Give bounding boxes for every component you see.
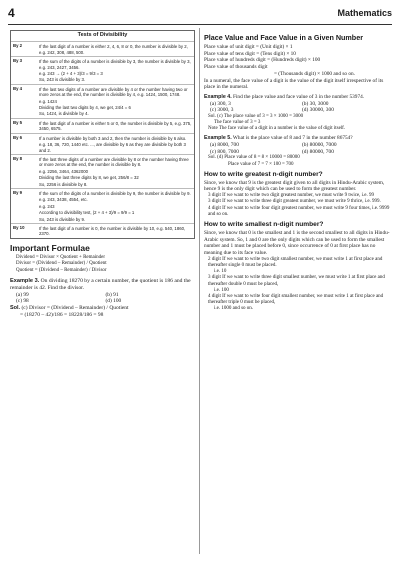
greatest-item: 3 digit If we want to write two digit greatest number, we must write 9 twice, i.e. 99 — [208, 193, 375, 199]
divisibility-line: e.g. 2256, 3464, 4362000 — [39, 168, 88, 174]
divisibility-line: If the last two digits of a number are divisible by 4 or the number having two or more zeros at the end, the number is divisible by 4, e.g. 1424, 1500, 1748. — [39, 86, 188, 98]
option: (b) 80000, 7000 — [302, 142, 337, 149]
divisibility-rows — [11, 41, 194, 237]
right-column — [204, 30, 394, 313]
divisibility-line: If the last digit of a number is either 2, 4, 6, 8 or 0, the number is divisible by 2, e.g. 242, 308, 488, 500. — [39, 44, 188, 55]
example-label: Example 3. — [10, 277, 40, 284]
subject-title: Mathematics — [337, 8, 392, 18]
divisibility-rule — [39, 156, 192, 187]
example-4-solution-line: The face value of 3 = 3 — [214, 120, 261, 126]
divisibility-line: So, 1424, is divisible by 4. — [39, 111, 89, 117]
example-5-options — [204, 142, 394, 155]
note-text: Note The face value of a digit in a number is the value of digit itself. — [208, 126, 346, 132]
smallest-intro: Since, we know that 0 is the smallest and 1 is the second smallest to all digits in Hindu-Arabic system. So, 1 and 0 are the only digits which can be used to form the smallest number and 1 must be placed before 0, since occurrence of 0 at first place has no meaning due to its face value. — [204, 229, 390, 257]
option: (d) 30000, 300 — [302, 107, 334, 114]
page-header — [8, 6, 392, 25]
place-value-title: Place Value and Face Value in a Given Number — [204, 33, 363, 42]
example-5-solution-line: Place value of 7 = 7 × 100 = 700 — [228, 161, 294, 167]
divisibility-key: By 5 — [13, 119, 23, 125]
divisibility-key: By 10 — [13, 224, 25, 230]
option: (d) 80000, 700 — [302, 148, 334, 155]
divisibility-table — [10, 30, 195, 239]
divisibility-row — [11, 41, 194, 56]
divisibility-line: e.g. 243, 3438, 4554, etc. — [39, 197, 88, 203]
divisibility-line: If the last digit of a number is either 5 or 0, the number is divisible by 5, e.g. 375, 3450, 6575. — [39, 120, 192, 132]
divisibility-line: Dividing the last three digits by 8, we get, 256/8 = 32 — [39, 175, 139, 181]
divisibility-line: e.g. 18, 36, 720, 1440 etc. ..., are divisible by 6 as they are divisible by both 3 and 2. — [39, 142, 186, 153]
place-value-line: Place value of tens digit = (Tens digit) × 10 — [204, 50, 296, 57]
example-4 — [204, 94, 394, 101]
divisibility-rule — [39, 120, 192, 132]
place-value-line: Place value of hundreds digit = (Hundreds digit) × 100 — [204, 57, 321, 64]
example-4-options — [204, 101, 394, 114]
divisibility-row — [11, 188, 194, 223]
example-3-options — [10, 292, 195, 305]
example-3 — [10, 278, 195, 292]
place-value-line: Place value of thousands digit — [204, 64, 268, 71]
greatest-intro: Since, we know that 9 is the greatest digit given to all digits in Hindu-Arabic system, hence 9 is the only digit which can be used to form the greatest number. — [204, 179, 385, 193]
divisibility-row — [11, 84, 194, 118]
divisibility-rule — [39, 86, 192, 117]
option: (a) 300, 3 — [210, 100, 231, 107]
solution-line: (c) Divisor = (Dividend – Remainder) / Quotient — [21, 304, 129, 311]
divisibility-key: By 9 — [13, 189, 23, 195]
divisibility-rule — [39, 135, 192, 153]
divisibility-line: If the last digit of a number is 0, the number is divisible by 10, e.g. 540, 1860, 2370. — [39, 225, 186, 237]
divisibility-line: e.g. 1424 — [39, 98, 57, 104]
divisibility-line: If the last three digits of a number are divisible by 8 or the number having three or more zeros at the end, the number is divisible by 8. — [39, 156, 189, 168]
divisibility-line: So, 243 is divisible by 3. — [39, 77, 86, 83]
divisibility-line: If the sum of the digits of a number is divisible by 3, the number is divisible by 3, e.g. 243, 2427, 3456. — [39, 59, 191, 70]
option: (b) 91 — [105, 291, 119, 298]
column-divider — [199, 28, 200, 554]
divisibility-row — [11, 223, 194, 238]
example-4-solution: Sol. (c) The place value of 3 = 3 × 1000 = 3000 — [208, 113, 304, 119]
divisibility-title: Tests of Divisibility — [77, 32, 128, 38]
divisibility-key: By 3 — [13, 58, 23, 64]
divisibility-key: By 4 — [13, 85, 23, 91]
divisibility-line: Dividing the last two digits by 4, we get, 24/4 = 6 — [39, 105, 131, 111]
example-text: On dividing 18270 by a certain number, the quotient is 186 and the remainder is 42. Find the divisor. — [10, 277, 191, 291]
formulae-title: Important Formulae — [10, 242, 90, 253]
divisibility-row — [11, 154, 194, 188]
divisibility-line: So, 2256 is divisible by 8. — [39, 181, 88, 187]
smallest-item: 3 digit If we want to write three digit smallest number, we must write 1 at first place and thereafter double 0 must be placed, — [208, 275, 385, 287]
divisibility-row — [11, 118, 194, 133]
face-value-text: In a numeral, the face value of a digit is the value of the digit itself irrespective of its place in the numeral. — [204, 77, 384, 91]
divisibility-key: By 2 — [13, 43, 23, 49]
divisibility-rule — [39, 58, 192, 83]
smallest-item: i.e. 100 — [214, 287, 229, 293]
example-label: Example 4. — [204, 93, 232, 100]
divisibility-key: By 8 — [13, 155, 23, 161]
divisibility-line: If a number is divisible by both 3 and 2, then the number is divisible by 6 also. — [39, 135, 187, 141]
example-text: Find the place value and face value of 3 in the number 53974. — [233, 93, 365, 100]
divisibility-line: So, 243 is divisible by 9. — [39, 216, 86, 222]
smallest-item: i.e. 1000 and so on. — [214, 306, 254, 312]
formula-item: Divisor = (Dividend – Remainder) / Quotient — [16, 261, 107, 267]
divisibility-row — [11, 56, 194, 84]
left-column — [10, 30, 195, 319]
divisibility-line: According to divisibility test, (2 + 4 + 3)/9 = 9/9 = 1 — [39, 210, 135, 216]
example-label: Example 5. — [204, 135, 232, 142]
divisibility-line: e.g. 243 — [39, 203, 55, 209]
divisibility-line: e.g. 243 → (2 + 4 + 3)/3 = 9/3 = 3 — [39, 71, 103, 77]
option: (c) 98 — [16, 298, 29, 305]
example-5-solution: Sol. (d) Place value of 8 = 8 × 10000 = 80000 — [208, 155, 300, 161]
solution-label: Sol. — [10, 304, 21, 311]
divisibility-key: By 6 — [13, 134, 23, 140]
greatest-item: 4 digit If we want to write four digit greatest number, we must write 9 four times, i.e. 9999 and so on. — [208, 205, 390, 217]
divisibility-row — [11, 133, 194, 154]
solution-line: = (18270 – 42)/186 = 18228/186 = 98 — [20, 311, 104, 318]
smallest-item: 4 digit If we want to write four digit smallest number, we must write 1 at first place and thereafter triple 0 must be placed, — [208, 293, 384, 306]
greatest-item: 3 digit If we want to write three digit greatest number, we must write 9 thrice, i.e. 999. — [208, 199, 381, 205]
example-3-solution — [10, 305, 195, 319]
option: (a) 8000, 700 — [210, 142, 239, 149]
divisibility-rule — [39, 43, 192, 55]
formula-item: Dividend = Divisor × Quotient + Remainder — [16, 254, 106, 260]
smallest-item: i.e. 10 — [214, 269, 227, 275]
option: (c) 800, 7000 — [210, 148, 239, 155]
example-text: What is the place value of 8 and 7 in the number 86754? — [232, 135, 353, 142]
option: (a) 99 — [16, 291, 29, 298]
divisibility-rule — [39, 225, 192, 237]
smallest-item: 2 digit If we want to write two digit smallest number, we must write 1 at first place and thereafter single 0 must be placed. — [208, 256, 383, 268]
page-number: 4 — [8, 6, 15, 20]
formulae-list — [10, 255, 195, 275]
divisibility-line: If the sum of the digits of a number is divisible by 9, the number is divisible by 9. — [39, 190, 191, 196]
option: (d) 100 — [105, 298, 122, 305]
place-value-line: = (Thousands digit) × 1000 and so on. — [274, 70, 356, 77]
divisibility-rule — [39, 190, 192, 222]
option: (b) 30, 3000 — [302, 100, 329, 107]
smallest-title: How to write smallest n-digit number? — [204, 220, 324, 228]
option: (c) 3000, 3 — [210, 107, 234, 114]
place-value-line: Place value of unit digit = (Unit digit) × 1 — [204, 44, 293, 50]
formula-item: Quotient = (Dividend – Remainder) / Divisor — [16, 267, 107, 273]
greatest-title: How to write greatest n-digit number? — [204, 170, 323, 178]
